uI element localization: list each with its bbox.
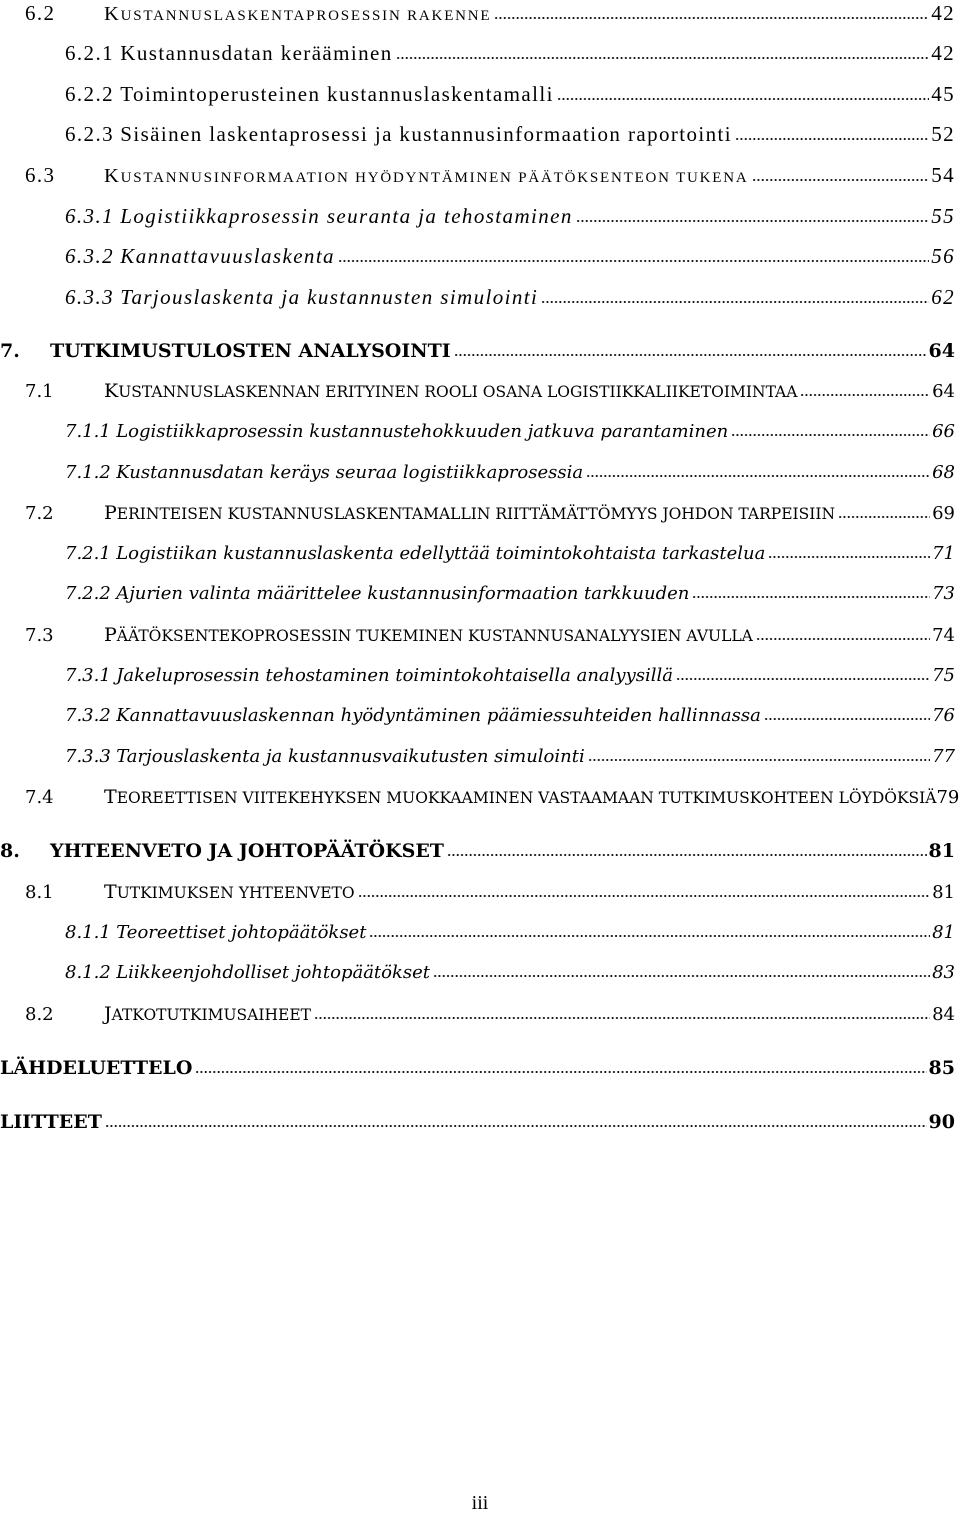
toc-entry-number: 7.	[0, 339, 20, 362]
toc-subsection-entry	[0, 953, 955, 994]
toc-entry-page: 81	[932, 921, 955, 943]
toc-entry-page: 55	[931, 203, 955, 228]
toc-entry-number: 7.1	[25, 381, 54, 403]
dot-leader	[838, 515, 930, 519]
toc-entry-number: 7.3.2	[65, 705, 111, 727]
dot-leader	[800, 393, 930, 397]
dot-leader	[764, 717, 930, 721]
toc-section-entry	[0, 155, 955, 196]
toc-entry-page: 56	[931, 244, 955, 269]
toc-section-entry	[0, 994, 955, 1035]
dot-leader	[105, 1124, 927, 1128]
toc-entry-title: TEOREETTISEN VIITEKEHYKSEN MUOKKAAMINEN VASTAAMAAN TUTKIMUSKOHTEEN LÖYDÖKSIÄ	[104, 786, 937, 809]
toc-entry-page: 52	[931, 122, 955, 147]
toc-entry-title: Logistiikkaprosessin kustannustehokkuuden jatkuva parantaminen	[116, 421, 729, 443]
toc-entry-title: KUSTANNUSLASKENTAPROSESSIN RAKENNE	[104, 2, 492, 25]
toc-chapter-entry	[0, 831, 955, 872]
dot-leader	[756, 637, 930, 641]
toc-entry-page: 62	[931, 284, 955, 309]
toc-subsection-entry	[0, 114, 955, 155]
toc-entry-page: 81	[932, 881, 955, 903]
toc-section-entry	[0, 615, 955, 656]
toc-entry-number: 6.2	[25, 0, 56, 25]
toc-entry-title: PÄÄTÖKSENTEKOPROSESSIN TUKEMINEN KUSTANNUSANALYYSIEN AVULLA	[104, 624, 753, 646]
toc-entry-title: PERINTEISEN KUSTANNUSLASKENTAMALLIN RIITTÄMÄTTÖMYYS JOHDON TARPEISIIN	[104, 502, 836, 525]
dot-leader	[588, 758, 930, 762]
toc-subsection-entry	[0, 696, 955, 737]
toc-entry-number: 8.	[0, 840, 20, 863]
dot-leader	[557, 97, 929, 101]
toc-entry-title: TUTKIMUKSEN YHTEENVETO	[104, 880, 355, 903]
toc-entry-title: TUTKIMUSTULOSTEN ANALYSOINTI	[50, 339, 451, 362]
dot-leader	[338, 259, 929, 263]
toc-entry-number: 7.1.1	[65, 421, 111, 443]
toc-entry-title: Kannattavuuslaskennan hyödyntäminen päämiessuhteiden hallinnassa	[116, 705, 761, 727]
toc-entry-title: KUSTANNUSINFORMAATION HYÖDYNTÄMINEN PÄÄTÖKSENTEON TUKENA	[104, 165, 749, 188]
toc-entry-page: 84	[932, 1003, 955, 1025]
toc-entry-page: 54	[931, 163, 955, 188]
toc-entry-page: 77	[932, 745, 955, 767]
toc-section-entry	[0, 0, 955, 33]
toc-entry-page: 45	[931, 81, 955, 106]
toc-section-entry	[0, 872, 955, 913]
toc-entry-page: 71	[932, 542, 955, 564]
dot-leader	[692, 595, 930, 599]
toc-section-entry	[0, 371, 955, 412]
dot-leader	[433, 974, 930, 978]
toc-subsection-entry	[0, 534, 955, 575]
toc-entry-number: 6.3	[25, 163, 56, 188]
toc-entry-page: 66	[932, 421, 955, 443]
toc-subsection-entry	[0, 196, 955, 237]
toc-entry-number: 7.2.1	[65, 542, 111, 564]
toc-entry-title: Jakeluprosessin tehostaminen toimintokohtaisella analyysillä	[116, 664, 673, 686]
toc-entry-page: 42	[931, 41, 955, 66]
dot-leader	[541, 300, 929, 304]
toc-entry-number: 6.3.2	[65, 244, 114, 269]
toc-subsection-entry	[0, 74, 955, 115]
dot-leader	[314, 1016, 930, 1020]
toc-entry-number: 8.2	[25, 1003, 54, 1025]
toc-entry-page: 83	[932, 962, 955, 984]
toc-entry-number: 7.3.3	[65, 745, 111, 767]
toc-entry-number: 6.2.3	[65, 122, 114, 147]
toc-entry-page: 69	[932, 503, 955, 525]
toc-chapter-entry	[0, 1102, 955, 1143]
toc-subsection-entry	[0, 737, 955, 778]
dot-leader	[447, 853, 927, 857]
toc-entry-page: 75	[932, 664, 955, 686]
toc-entry-page: 74	[932, 625, 955, 646]
dot-leader	[195, 1070, 926, 1074]
toc-section-entry	[0, 777, 960, 818]
toc-entry-title: LÄHDELUETTELO	[0, 1056, 193, 1079]
toc-entry-number: 6.3.1	[65, 203, 114, 228]
toc-entry-number: 8.1.1	[65, 921, 111, 943]
toc-entry-page: 79	[936, 787, 960, 809]
dot-leader	[576, 219, 929, 223]
toc-entry-title: YHTEENVETO JA JOHTOPÄÄTÖKSET	[50, 840, 444, 863]
toc-subsection-entry	[0, 236, 955, 277]
toc-entry-title: KUSTANNUSLASKENNAN ERITYINEN ROOLI OSANA LOGISTIIKKALIIKETOIMINTAA	[104, 380, 798, 403]
dot-leader	[358, 894, 931, 898]
toc-entry-title: Logistiikan kustannuslaskenta edellyttää toimintokohtaista tarkastelua	[116, 542, 766, 564]
toc-entry-title: Teoreettiset johtopäätökset	[116, 921, 367, 943]
toc-subsection-entry	[0, 277, 955, 318]
toc-entry-number: 6.2.2	[65, 81, 114, 106]
toc-entry-page: 64	[932, 381, 955, 403]
toc-entry-page: 90	[928, 1110, 955, 1133]
toc-subsection-entry	[0, 913, 955, 954]
toc-entry-number: 6.3.3	[65, 284, 114, 309]
toc-entry-page: 73	[932, 583, 955, 605]
toc-chapter-entry	[0, 331, 955, 372]
toc-entry-title: Sisäinen laskentaprosessi ja kustannusinformaation raportointi	[120, 122, 732, 147]
toc-entry-title: LIITTEET	[0, 1110, 102, 1133]
dot-leader	[396, 56, 930, 60]
dot-leader	[731, 433, 930, 437]
toc-entry-number: 7.2	[25, 503, 54, 525]
toc-entry-number: 8.1.2	[65, 962, 111, 984]
toc-subsection-entry	[0, 453, 955, 494]
toc-entry-number: 7.1.2	[65, 461, 111, 483]
toc-entry-title: JATKOTUTKIMUSAIHEET	[104, 1002, 311, 1025]
toc-entry-page: 68	[932, 461, 955, 483]
toc-entry-title: Tarjouslaskenta ja kustannusvaikutusten simulointi	[116, 745, 585, 767]
dot-leader	[369, 934, 930, 938]
toc-entry-title: Kannattavuuslaskenta	[120, 244, 335, 269]
toc-entry-title: Kustannusdatan keräys seuraa logistiikkaprosessia	[116, 461, 584, 483]
toc-entry-title: Tarjouslaskenta ja kustannusten simulointi	[120, 284, 539, 309]
toc-entry-number: 7.3	[25, 625, 54, 646]
toc-entry-number: 6.2.1	[65, 41, 114, 66]
dot-leader	[676, 677, 930, 681]
toc-entry-page: 85	[928, 1056, 955, 1079]
dot-leader	[494, 16, 929, 20]
dot-leader	[586, 474, 930, 478]
dot-leader	[752, 178, 930, 182]
dot-leader	[735, 137, 929, 141]
toc-subsection-entry	[0, 574, 955, 615]
toc-entry-title: Kustannusdatan kerääminen	[120, 41, 393, 66]
toc-entry-page: 42	[931, 0, 955, 25]
toc-subsection-entry	[0, 656, 955, 697]
dot-leader	[454, 353, 927, 357]
toc-subsection-entry	[0, 412, 955, 453]
page-number: iii	[471, 1492, 489, 1514]
toc-section-entry	[0, 493, 955, 534]
toc-entry-title: Logistiikkaprosessin seuranta ja tehostaminen	[120, 203, 573, 228]
toc-entry-title: Toimintoperusteinen kustannuslaskentamalli	[120, 81, 554, 106]
toc-entry-number: 8.1	[25, 881, 54, 903]
toc-entry-title: Liikkeenjohdolliset johtopäätökset	[116, 962, 431, 984]
toc-entry-number: 7.4	[25, 787, 54, 809]
toc-chapter-entry	[0, 1048, 955, 1089]
toc-entry-page: 76	[932, 705, 955, 727]
toc-entry-number: 7.2.2	[65, 583, 111, 605]
dot-leader	[768, 555, 930, 559]
toc-entry-title: Ajurien valinta määrittelee kustannusinformaation tarkkuuden	[116, 583, 690, 605]
toc-subsection-entry	[0, 33, 955, 74]
toc-entry-page: 81	[928, 840, 955, 863]
toc-entry-number: 7.3.1	[65, 664, 111, 686]
toc-entry-page: 64	[928, 339, 955, 362]
